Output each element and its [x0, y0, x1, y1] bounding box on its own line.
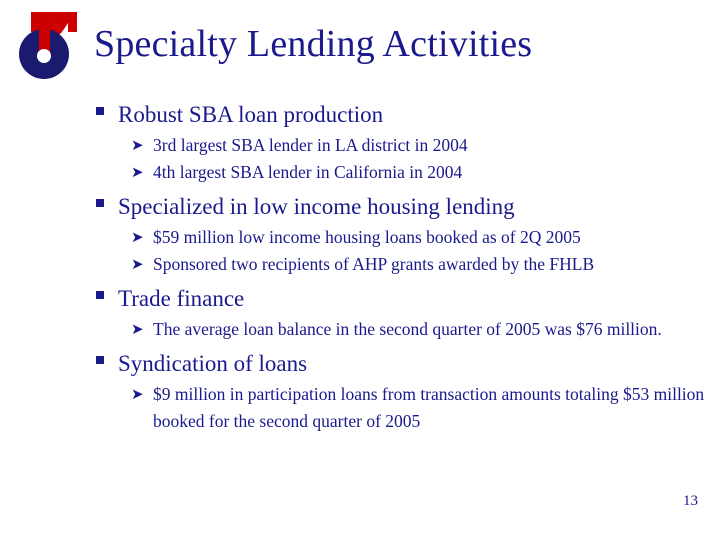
list-item	[0, 192, 720, 222]
arrow-bullet-icon: ➤	[131, 255, 144, 273]
list-item	[0, 132, 720, 159]
list-item	[0, 159, 720, 186]
list-item	[0, 349, 720, 379]
sub-bullet-text: $59 million low income housing loans booked as of 2Q 2005	[153, 227, 581, 247]
arrow-bullet-icon: ➤	[131, 228, 144, 246]
sub-bullet-text: Sponsored two recipients of AHP grants awarded by the FHLB	[153, 254, 595, 274]
list-item	[0, 284, 720, 314]
arrow-bullet-icon: ➤	[131, 320, 144, 338]
page-number: 13	[683, 493, 698, 509]
list-item	[0, 251, 720, 278]
bullet-group-4	[0, 349, 720, 435]
square-bullet-icon	[96, 100, 118, 130]
sub-bullet-text: The average loan balance in the second quarter of 2005 was $76 million.	[153, 319, 662, 339]
list-item	[0, 100, 720, 130]
bullet-group-3	[0, 284, 720, 343]
list-item	[0, 316, 720, 343]
bullet-group-2	[0, 192, 720, 278]
bullet-group-1	[0, 100, 720, 186]
bullet-text: Specialized in low income housing lending	[118, 194, 515, 219]
square-bullet-icon	[96, 192, 118, 222]
bullet-text: Trade finance	[118, 286, 245, 311]
page-title: Specialty Lending Activities	[94, 23, 533, 65]
sub-bullet-text: $9 million in participation loans from transaction amounts totaling $53 million booked for the second quarter of 2005	[153, 384, 705, 431]
arrow-bullet-icon: ➤	[131, 136, 144, 154]
list-item	[0, 224, 720, 251]
list-item	[0, 381, 720, 435]
sub-bullet-text: 4th largest SBA lender in California in 2004	[153, 162, 463, 182]
sub-bullet-text: 3rd largest SBA lender in LA district in 2004	[153, 135, 468, 155]
arrow-bullet-icon: ➤	[131, 385, 144, 403]
company-logo	[14, 10, 84, 82]
arrow-bullet-icon: ➤	[131, 163, 144, 181]
bullet-text: Robust SBA loan production	[118, 102, 384, 127]
bullet-text: Syndication of loans	[118, 351, 308, 376]
slide-body	[0, 100, 720, 441]
square-bullet-icon	[96, 284, 118, 314]
square-bullet-icon	[96, 349, 118, 379]
